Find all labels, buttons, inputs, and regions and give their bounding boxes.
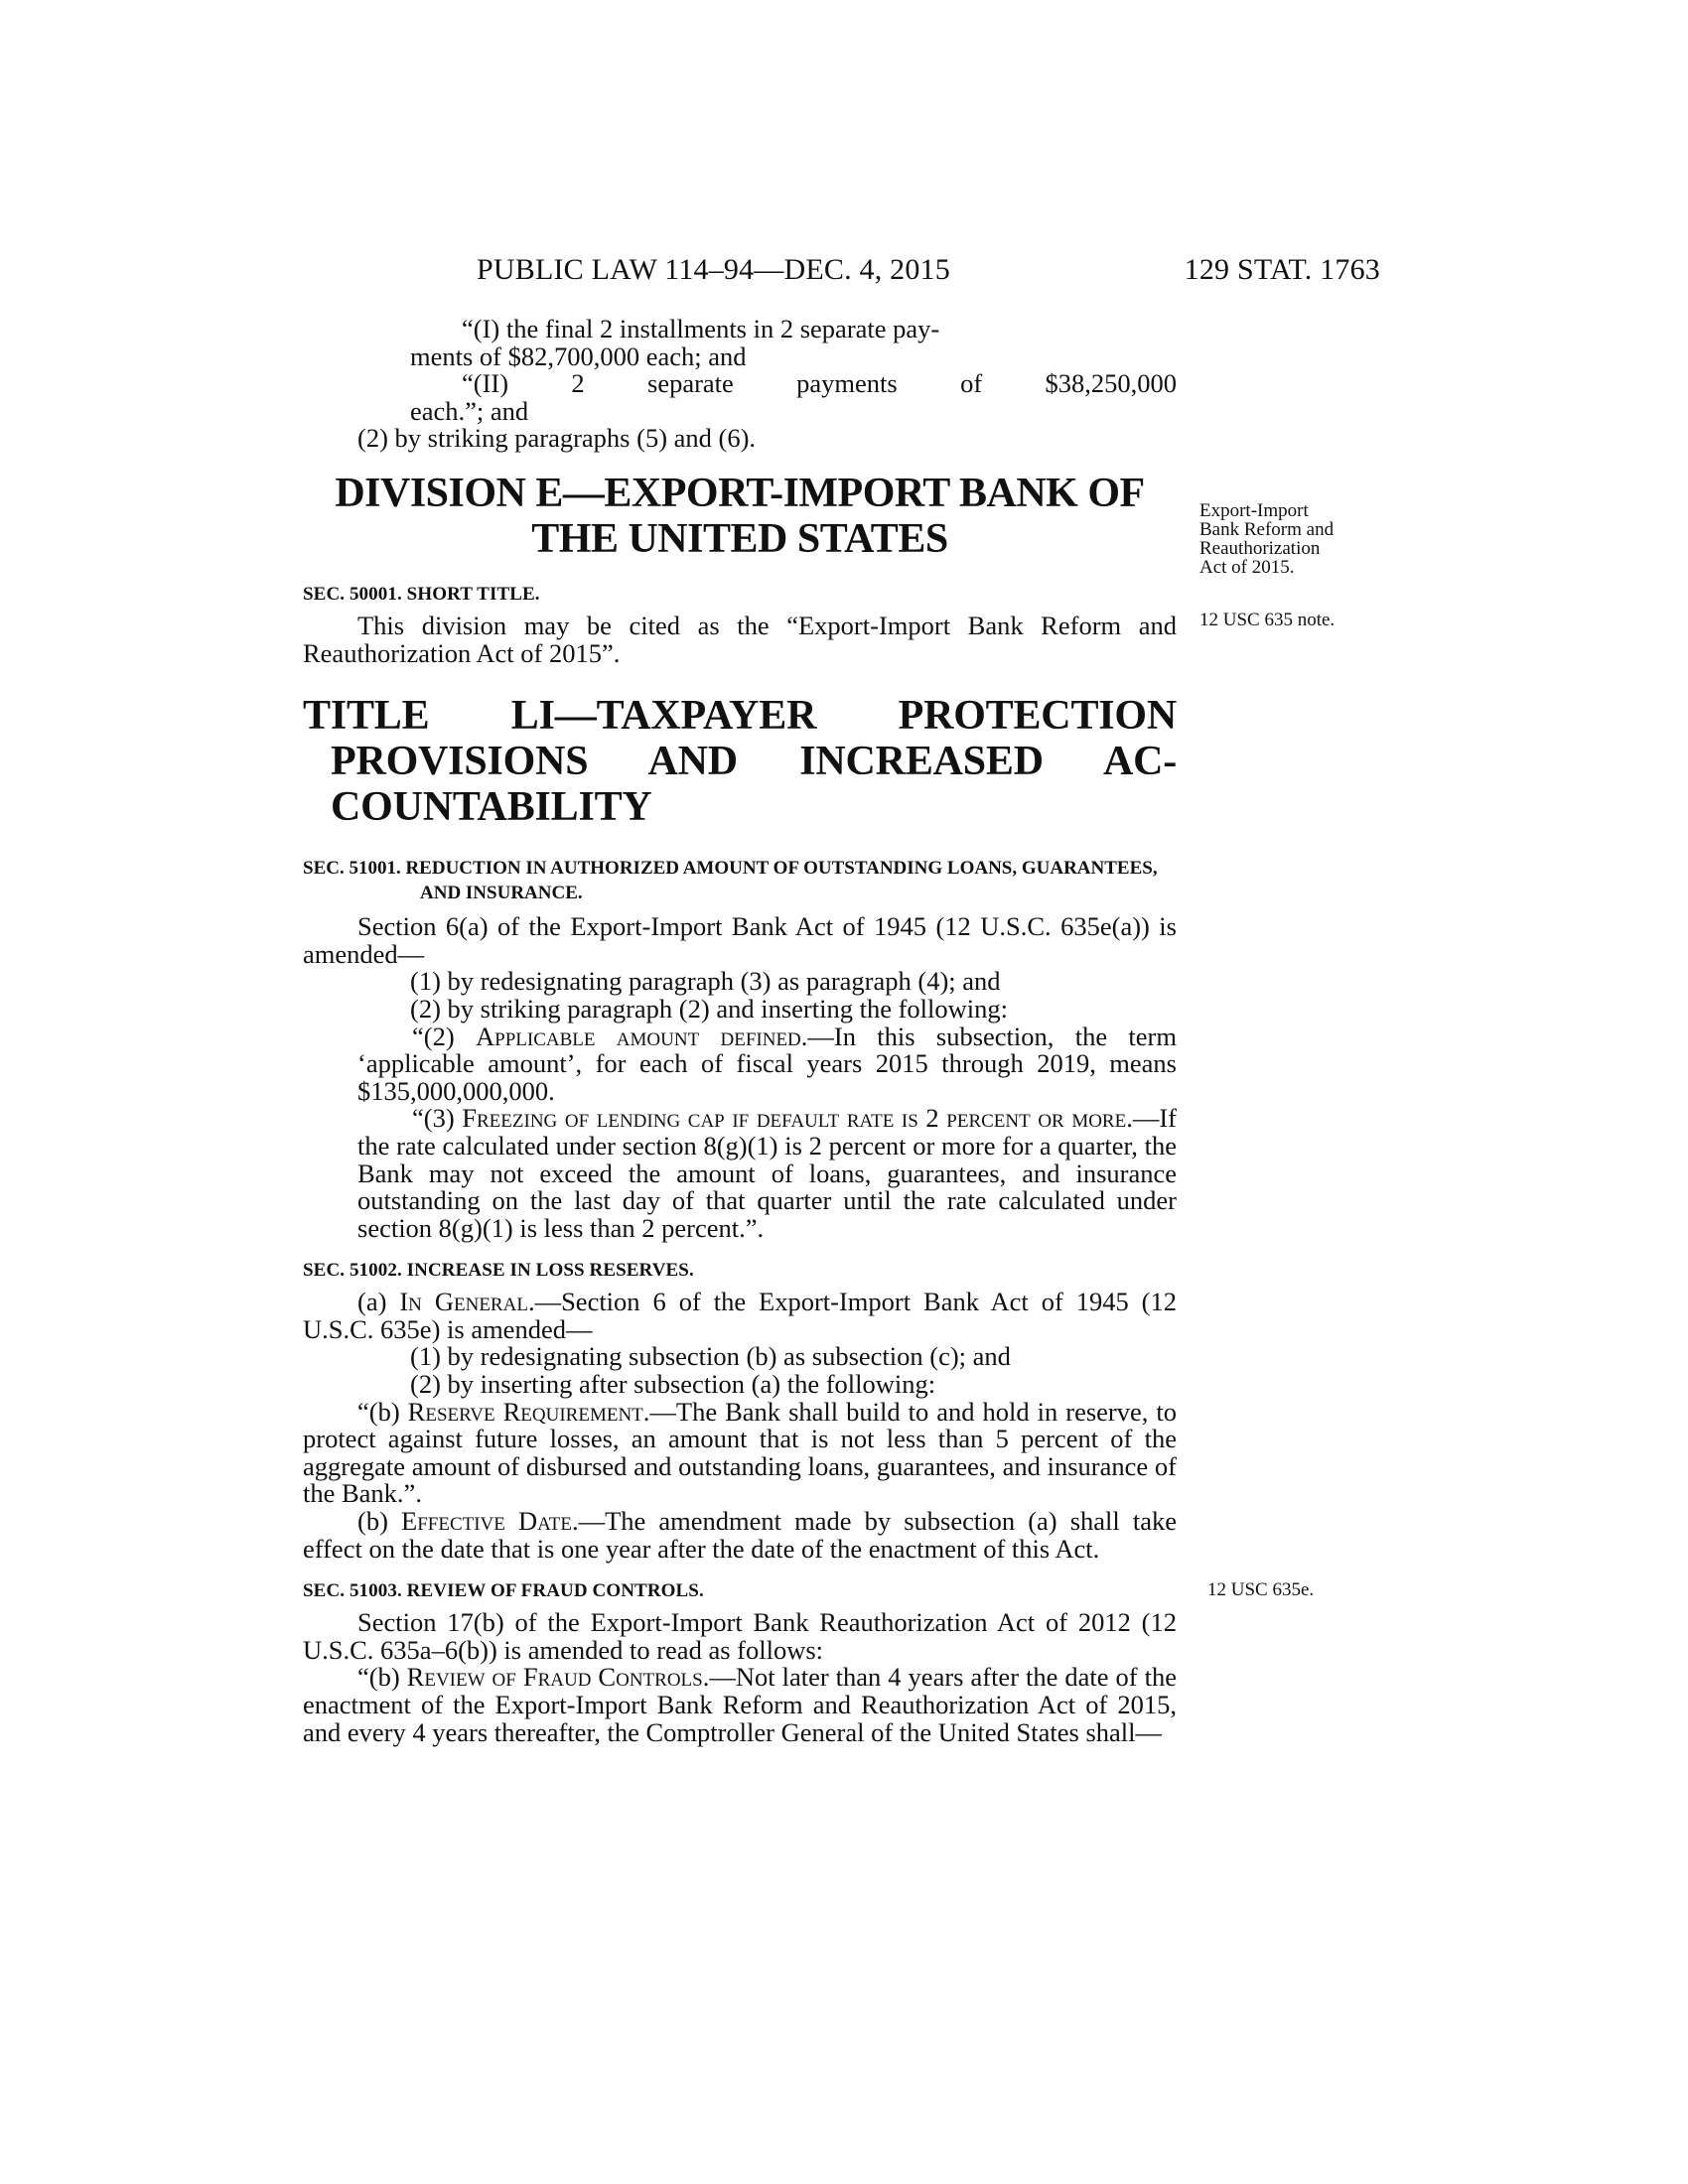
paragraph-text: .—Not later than 4 years after the date of the enactment of the Export-Import Bank Reform and Reauthorization Act of 2015, and every 4 years thereafter, the Comptroller General of the United States shall— (303, 1662, 1177, 1747)
margin-note-usc-635e: 12 USC 635e. (1207, 1579, 1315, 1600)
paragraph-label: “(b) (357, 1396, 408, 1427)
paragraph-label: “(b) (357, 1662, 407, 1693)
title-heading (303, 693, 1177, 830)
margin-note-act-title (1199, 501, 1398, 577)
section-heading-51002: SEC. 51002. INCREASE IN LOSS RESERVES. (303, 1260, 694, 1282)
quoted-subsection (303, 1664, 1177, 1746)
list-item: (1) by redesignating subsection (b) as subsection (c); and (410, 1341, 1011, 1372)
list-item: (2) by striking paragraph (2) and inserting the following: (410, 993, 1008, 1024)
paragraph-text: .—The amendment made by subsection (a) shall take effect on the date that is one year after the date of the enactment of this Act. (303, 1506, 1178, 1564)
quoted-paragraph (303, 1021, 1177, 1106)
public-law-citation: PUBLIC LAW 114–94—DEC. 4, 2015 (477, 253, 950, 286)
paragraph-heading: Review of Fraud Controls (406, 1662, 703, 1693)
margin-note-usc-635-note: 12 USC 635 note. (1199, 610, 1336, 630)
division-heading-line: DIVISION E—EXPORT-IMPORT BANK OF (335, 470, 1145, 516)
text-line: ments of $82,700,000 each; and (410, 341, 747, 371)
list-item: (1) by redesignating paragraph (3) as paragraph (4); and (410, 966, 1001, 997)
title-heading-line: TITLE LI—TAXPAYER PROTECTION (303, 693, 1177, 740)
section-body: Section 6(a) of the Export-Import Bank Act of 1945 (12 U.S.C. 635e(a)) is amended— (303, 911, 1177, 969)
title-heading-line: COUNTABILITY (331, 784, 652, 831)
continued-text (303, 316, 1177, 453)
division-heading-line: THE UNITED STATES (531, 515, 948, 562)
quoted-subsection (303, 1396, 1177, 1509)
paragraph-label: “(3) (412, 1103, 463, 1134)
paragraph-label: (a) (357, 1287, 400, 1317)
subsection-b (303, 1508, 1177, 1563)
statute-page-number: 129 STAT. 1763 (1184, 253, 1380, 286)
paragraph-text: .—The Bank shall build to and hold in reserve, to protect against future losses, an amount that is not less than 5 percent of the aggregate amount of disbursed and outstanding loans, guarantees, and insurance of the Bank.”. (303, 1396, 1177, 1509)
text-line: “(I) the final 2 installments in 2 separate pay- (462, 314, 940, 343)
paragraph-text: .—Section 6 of the Export-Import Bank Act of 1945 (12 U.S.C. 635e) is amended— (303, 1287, 1177, 1344)
list-item: (2) by inserting after subsection (a) the following: (410, 1369, 936, 1400)
paragraph-text: .—If the rate calculated under section 8(g)(1) is 2 percent or more for a quarter, the Bank may not exceed the amount of loans, guarantees, and insurance outstanding on the last day of that quarter until the rate calculated under section 8(g)(1) is less than 2 percent.”. (357, 1103, 1177, 1243)
running-header (298, 250, 1380, 290)
margin-note-line: Bank Reform and (1199, 519, 1335, 540)
text-line: each.”; and (410, 395, 529, 426)
paragraph-text: .—In this subsection, the term ‘applicable amount’, for each of fiscal years 2015 through 2019, means $135,000,000,000. (357, 1021, 1177, 1106)
paragraph-heading: In General (399, 1287, 528, 1317)
subsection-a (303, 1289, 1177, 1343)
paragraph-heading: Freezing of lending cap if default rate is 2 percent or more (462, 1103, 1127, 1134)
text-line: “(II) 2 separate payments of $38,250,000 (462, 368, 1177, 399)
section-heading-51001: SEC. 51001. REDUCTION IN AUTHORIZED AMOUNT OF OUTSTANDING LOANS, GUARANTEES, AND INSURANCE. (303, 858, 1158, 904)
paragraph-heading: Effective Date (401, 1506, 572, 1537)
margin-note-line: Reauthorization (1199, 538, 1321, 559)
division-heading (303, 471, 1177, 562)
section-heading-51003: SEC. 51003. REVIEW OF FRAUD CONTROLS. (303, 1580, 704, 1602)
margin-note-line: Act of 2015. (1199, 557, 1295, 578)
section-body: Section 17(b) of the Export-Import Bank Reauthorization Act of 2012 (12 U.S.C. 635a–6(b)) is amended to read as follows: (303, 1607, 1177, 1665)
quoted-paragraph (303, 1105, 1177, 1242)
paragraph-label: (b) (357, 1506, 402, 1537)
paragraph-label: “(2) (412, 1021, 476, 1051)
section-heading-50001: SEC. 50001. SHORT TITLE. (303, 583, 540, 605)
paragraph-heading: Reserve Requirement (407, 1396, 643, 1427)
section-body: This division may be cited as the “Export-Import Bank Reform and Reauthorization Act of 2015”. (303, 610, 1177, 668)
margin-note-line: Export-Import (1199, 500, 1309, 521)
title-heading-line: PROVISIONS AND INCREASED AC- (331, 739, 1177, 785)
main-text-column (303, 316, 1177, 1746)
paragraph-heading: Applicable amount defined (475, 1021, 801, 1051)
text-line: (2) by striking paragraphs (5) and (6). (357, 423, 757, 454)
